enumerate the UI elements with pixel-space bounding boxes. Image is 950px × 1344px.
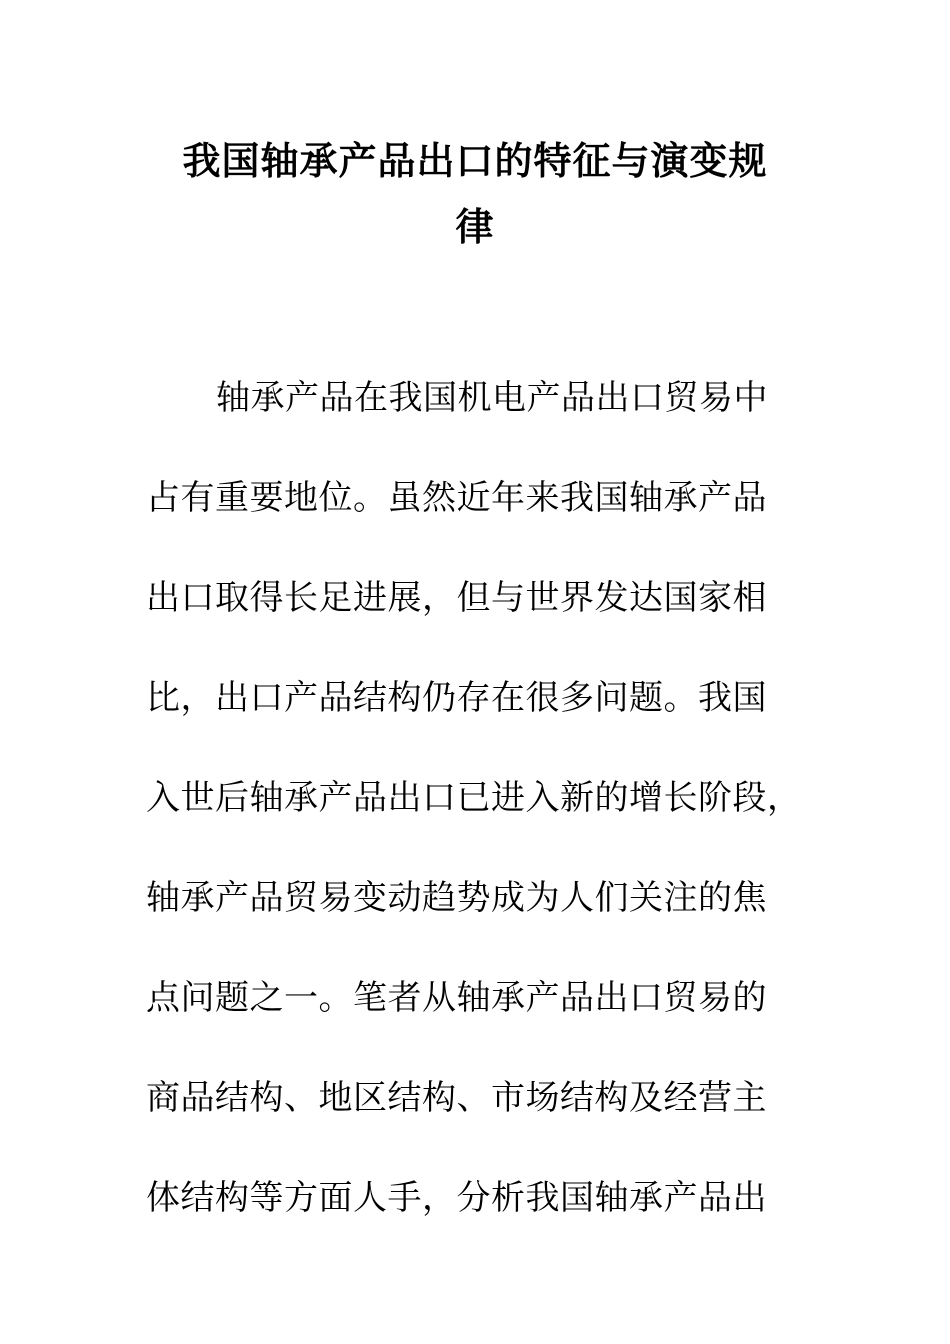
paragraph-line-3: 出口取得长足进展，但与世界发达国家相 [146,578,767,618]
paragraph-line-4: 比，出口产品结构仍存在很多问题。我国 [146,678,767,718]
paragraph-line-2: 占有重要地位。虽然近年来我国轴承产品 [146,478,767,518]
document-title [150,128,800,260]
paragraph-line-9: 体结构等方面人手，分析我国轴承产品出 [146,1178,767,1218]
body-paragraph [146,368,806,1268]
paragraph-line-7: 点问题之一。笔者从轴承产品出口贸易的 [146,978,767,1018]
paragraph-line-1: 轴承产品在我国机电产品出口贸易中 [216,378,768,418]
title-line-1: 我国轴承产品出口的特征与演变规 [182,139,768,183]
paragraph-line-5: 入世后轴承产品出口已进入新的增长阶段， [146,778,802,818]
title-line-2: 律 [455,205,495,249]
paragraph-line-6: 轴承产品贸易变动趋势成为人们关注的焦 [146,878,767,918]
paragraph-line-8: 商品结构、地区结构、市场结构及经营主 [146,1078,767,1118]
